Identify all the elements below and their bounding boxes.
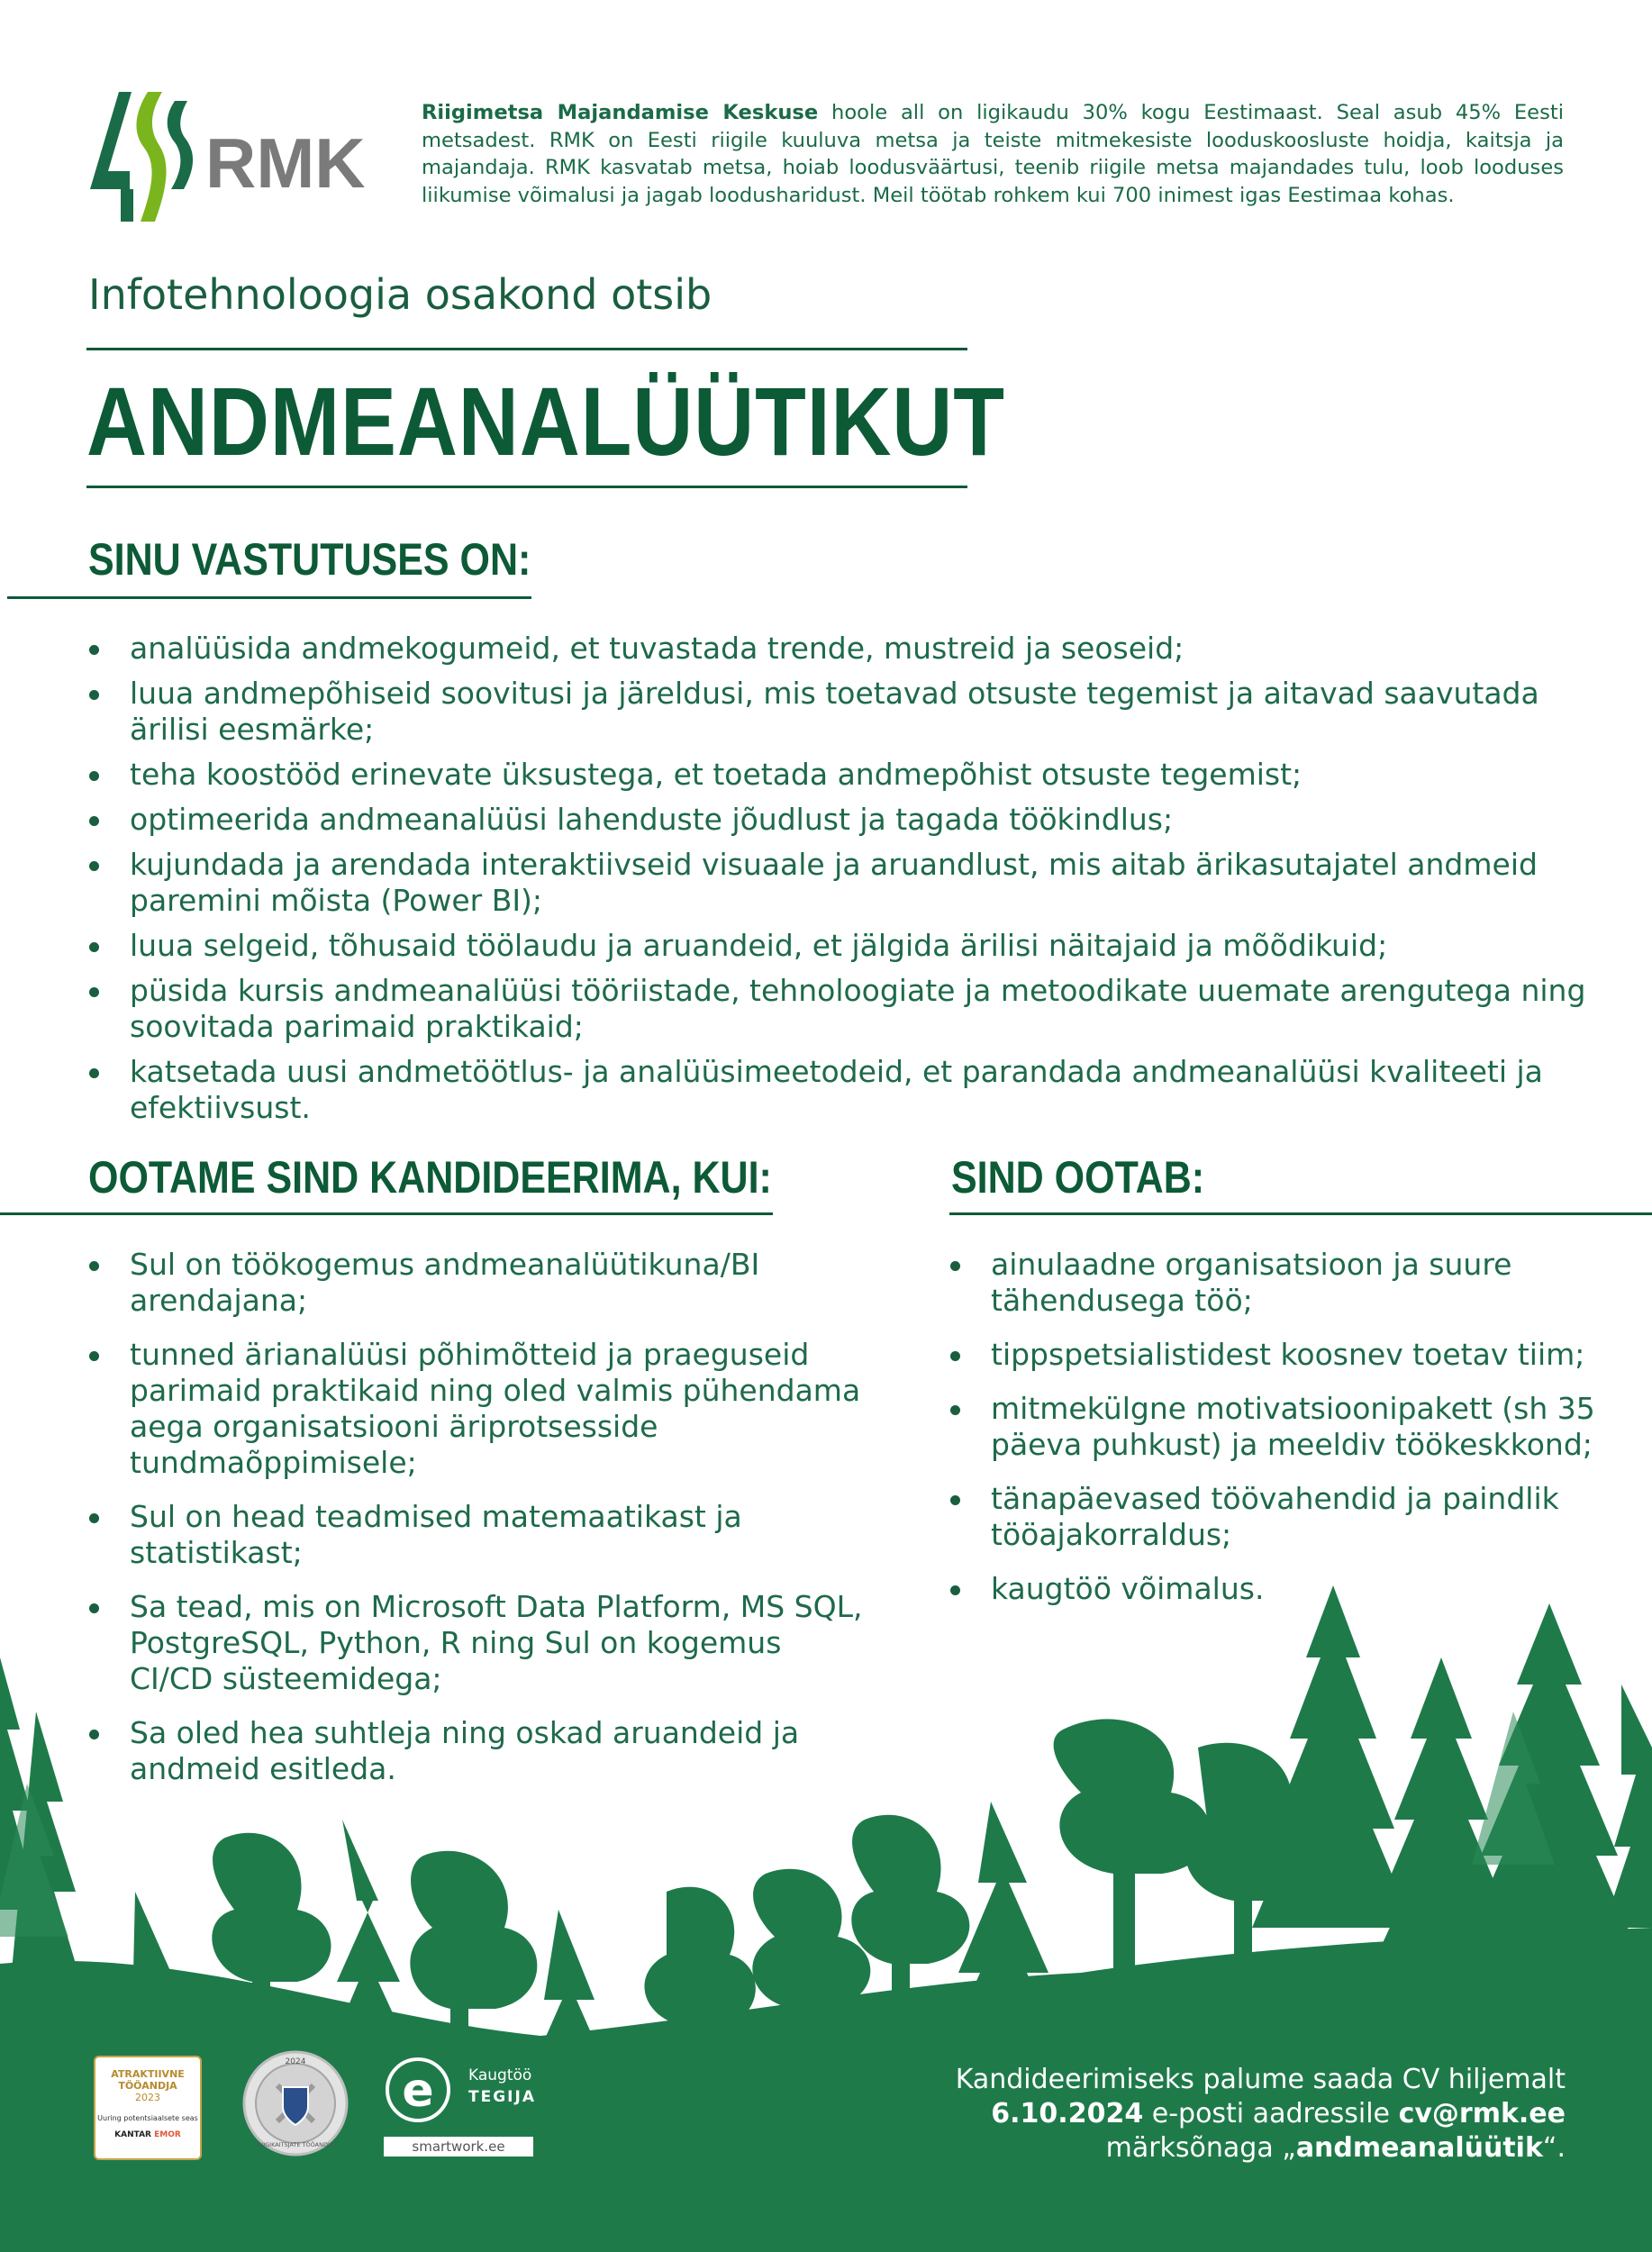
requirements-rule <box>0 1212 773 1215</box>
deadline-date: 6.10.2024 <box>991 2098 1144 2129</box>
title-rule-top <box>86 348 967 350</box>
list-item: katsetada uusi andmetöötlus- ja analüüsimeetodeid, et parandada andmeanalüüsi kvaliteeti ja efektiivsust. <box>86 1054 1618 1126</box>
list-item: tippspetsialistidest koosnev toetav tiim; <box>948 1337 1614 1373</box>
badge-brand-kantar: KANTAR <box>114 2130 151 2139</box>
requirements-heading: OOTAME SIND KANDIDEERIMA, KUI: <box>88 1152 772 1203</box>
intro-text: hoole all on ligikaudu 30% kogu Eestimaast. Seal asub 45% Eesti metsadest. RMK on Eesti riigile kuuluva metsa ja teiste mitmekesiste looduskoosluste hoidja, kaitsja ja majandaja. RMK kasvatab metsa, hoiab loodusväärtusi, teenib riigile metsa majandades tulu, loob looduses liikumise võimalusi ja jagab loodusharidust. Meil töötab rohkem kui 700 inimest igas Eestimaa kohas. <box>422 101 1564 207</box>
offer-list <box>948 1247 1614 1625</box>
seal-year: 2024 <box>285 2057 306 2066</box>
list-item: luua selgeid, tõhusaid töölaudu ja aruandeid, et jälgida ärilisi näitajaid ja mõõdikuid; <box>86 928 1618 964</box>
intro-paragraph <box>422 99 1564 209</box>
list-item: Sa oled hea suhtleja ning oskad aruandeid ja andmeid esitleda. <box>86 1715 870 1787</box>
list-item: püsida kursis andmeanalüüsi tööriistade, tehnoloogiate ja metoodikate uuemate arengutega ning soovitada parimaid praktikaid; <box>86 973 1618 1045</box>
cta-line1: Kandideerimiseks palume saada CV hiljemalt <box>955 2064 1566 2095</box>
responsibilities-rule <box>7 596 531 599</box>
badge-title-line2: TÖÖANDJA <box>118 2080 177 2092</box>
list-item: tunned ärianalüüsi põhimõtteid ja praeguseid parimaid praktikaid ning oled valmis pühendama aega organisatsiooni äriprotsesside tundmaõppimisele; <box>86 1337 870 1481</box>
org-name: Riigimetsa Majandamise Keskuse <box>422 101 819 124</box>
logo-text: RMK <box>205 123 366 203</box>
cta-line2 <box>956 2097 1566 2131</box>
list-item: ainulaadne organisatsioon ja suure tähendusega töö; <box>948 1247 1614 1319</box>
smartwork-letter: e <box>402 2064 434 2118</box>
seal-text: RIIGIKAITSJATE TÖÖANDJA <box>257 2141 334 2148</box>
subtitle: Infotehnoloogia osakond otsib <box>88 270 713 319</box>
offer-rule <box>949 1212 1652 1215</box>
rmk-logo <box>86 88 375 223</box>
list-item: optimeerida andmeanalüüsi lahenduste jõudlust ja tagada töökindlus; <box>86 802 1618 838</box>
list-item: kaugtöö võimalus. <box>948 1571 1614 1607</box>
list-item: mitmekülgne motivatsioonipakett (sh 35 päeva puhkust) ja meeldiv töökeskkond; <box>948 1391 1614 1463</box>
list-item: Sul on töökogemus andmeanalüütikuna/BI arendajana; <box>86 1247 870 1319</box>
badge-brand <box>95 2129 200 2141</box>
attractive-employer-badge <box>94 2056 202 2160</box>
list-item: Sa tead, mis on Microsoft Data Platform, MS SQL, PostgreSQL, Python, R ning Sul on kogemus CI/CD süsteemidega; <box>86 1589 870 1697</box>
badge-title-line1: ATRAKTIIVNE <box>111 2068 185 2080</box>
requirements-list <box>86 1247 870 1805</box>
smartwork-site: smartwork.ee <box>384 2137 533 2157</box>
title-rule-bottom <box>86 486 967 488</box>
email-link[interactable]: cv@rmk.ee <box>1398 2098 1566 2129</box>
list-item: tänapäevased töövahendid ja paindlik tööajakorraldus; <box>948 1481 1614 1553</box>
list-item: Sul on head teadmised matemaatikast ja statistikast; <box>86 1499 870 1571</box>
list-item: teha koostööd erinevate üksustega, et toetada andmepõhist otsuste tegemist; <box>86 757 1618 793</box>
cta-line3-post: “. <box>1542 2132 1566 2164</box>
list-item: luua andmepõhiseid soovitusi ja järeldusi, mis toetavad otsuste tegemist ja aitavad saavutada ärilisi eesmärke; <box>86 676 1618 748</box>
badge-subtitle: Uuring potentsiaalsete seas <box>97 2114 198 2122</box>
offer-heading: SIND OOTAB: <box>951 1152 1205 1203</box>
kaugtoo-line1: Kaugtöö <box>468 2066 532 2084</box>
job-title: ANDMEANALÜÜTIKUT <box>86 367 1005 476</box>
cta-line3-pre: märksõnaga „ <box>1105 2132 1296 2164</box>
responsibilities-list <box>86 631 1618 1135</box>
kaugtoo-line2: TEGIJA <box>468 2088 536 2106</box>
cta-line2-text: e-posti aadressile <box>1143 2098 1399 2129</box>
badge-year: 2023 <box>135 2092 160 2103</box>
list-item: kujundada ja arendada interaktiivseid visuaale ja aruandlust, mis aitab ärikasutajatel andmeid paremini mõista (Power BI); <box>86 847 1618 919</box>
badge-brand-emor: EMOR <box>154 2130 181 2139</box>
kaugtoo-tegija-label <box>468 2065 536 2108</box>
keyword: andmeanalüütik <box>1295 2132 1543 2164</box>
application-info <box>956 2063 1566 2166</box>
list-item: analüüsida andmekogumeid, et tuvastada trende, mustreid ja seoseid; <box>86 631 1618 667</box>
responsibilities-heading: SINU VASTUTUSES ON: <box>88 534 531 585</box>
defence-employer-seal-icon <box>241 2049 349 2157</box>
cta-line3 <box>956 2131 1566 2166</box>
